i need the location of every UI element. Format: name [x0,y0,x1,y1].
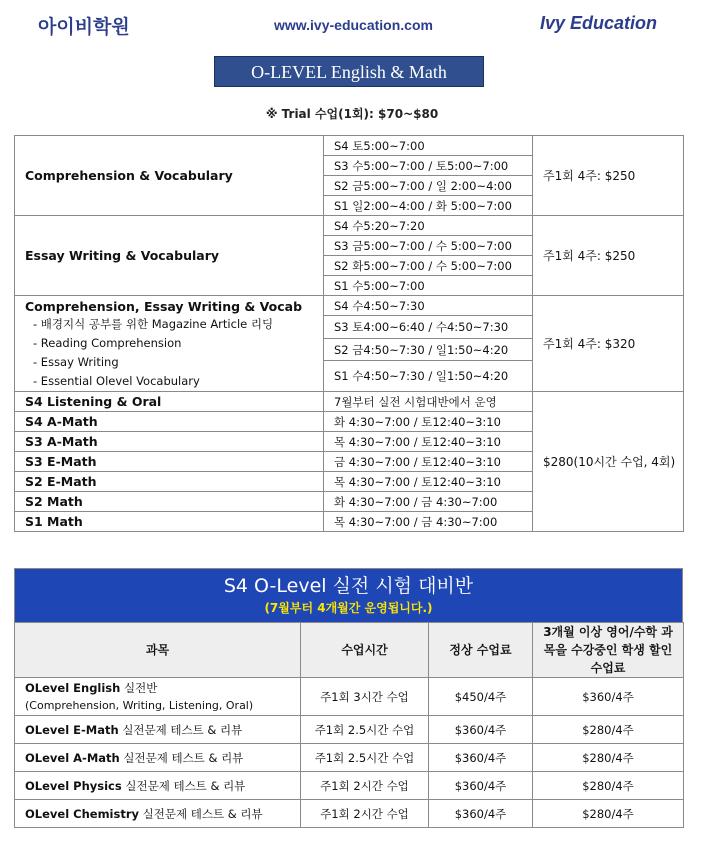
time-cell: 주1회 2시간 수업 [301,800,429,828]
time-cell: 목 4:30~7:00 / 토12:40~3:10 [324,432,533,452]
time-cell: 화 4:30~7:00 / 금 4:30~7:00 [324,492,533,512]
time-cell: 화 4:30~7:00 / 토12:40~3:10 [324,412,533,432]
table-row [15,744,684,772]
subject-cell [15,678,301,716]
list-item: - 배경지식 공부를 위한 Magazine Article 리딩 [33,317,274,331]
subject-cell: S4 A-Math [15,412,324,432]
time-cell: 주1회 2.5시간 수업 [301,744,429,772]
list-item: - Essay Writing [33,355,119,369]
subject-suffix: 실전반 [120,680,158,695]
column-header: 수업시간 [301,623,429,678]
exam-prep-table [14,622,684,828]
subject-cell [15,800,301,828]
time-cell: 주1회 2.5시간 수업 [301,716,429,744]
time-cell: S4 수4:50~7:30 [324,296,533,316]
schedule-table [14,135,684,532]
price-cell: 주1회 4주: $250 [533,136,684,216]
price-cell: 주1회 4주: $250 [533,216,684,296]
table-row [15,296,684,316]
subject-name: OLevel English [25,680,121,695]
price-cell: $280(10시간 수업, 4회) [533,392,684,532]
time-cell: S3 토4:00~6:40 / 수4:50~7:30 [324,316,533,338]
subject-suffix: 실전문제 테스트 & 리뷰 [139,806,263,821]
table-row [15,216,684,236]
brand-english-logo: Ivy Education [540,13,658,33]
subject-cell: S3 A-Math [15,432,324,452]
subject-cell: S4 Listening & Oral [15,392,324,412]
time-cell: 주1회 2시간 수업 [301,772,429,800]
time-cell: S1 수4:50~7:30 / 일1:50~4:20 [324,361,533,392]
exam-prep-section [14,568,683,828]
subject-cell [15,716,301,744]
exam-prep-header [14,568,683,622]
time-cell: 목 4:30~7:00 / 금 4:30~7:00 [324,512,533,532]
discount-fee-cell: $280/4주 [533,744,684,772]
subject-detail: (Comprehension, Writing, Listening, Oral) [25,698,254,712]
time-cell: S3 금5:00~7:00 / 수 5:00~7:00 [324,236,533,256]
discount-fee-cell: $280/4주 [533,772,684,800]
time-cell: S2 금5:00~7:00 / 일 2:00~4:00 [324,176,533,196]
subject-suffix: 실전문제 테스트 & 리뷰 [121,778,246,793]
time-cell: S2 화5:00~7:00 / 수 5:00~7:00 [324,256,533,276]
website-url[interactable]: www.ivy-education.com [274,17,433,33]
time-cell: S4 토5:00~7:00 [324,136,533,156]
column-header: 3개월 이상 영어/수학 과목을 수강중인 학생 할인 수업료 [533,623,684,678]
subject-cell: Comprehension & Vocabulary [15,136,324,216]
subject-cell: S2 Math [15,492,324,512]
combo-subject-title: Comprehension, Essay Writing & Vocab [25,299,303,314]
table-row [15,136,684,156]
table-row [15,392,684,412]
table-header-row [15,623,684,678]
time-cell: 금 4:30~7:00 / 토12:40~3:10 [324,452,533,472]
subject-cell [15,296,324,392]
subject-cell: S3 E-Math [15,452,324,472]
table-row [15,678,684,716]
page-title: O-LEVEL English & Math [214,56,484,87]
time-cell: S2 금4:50~7:30 / 일1:50~4:20 [324,338,533,360]
regular-fee-cell: $360/4주 [429,744,533,772]
time-cell: S1 일2:00~4:00 / 화 5:00~7:00 [324,196,533,216]
price-cell: 주1회 4주: $320 [533,296,684,392]
table-row [15,772,684,800]
exam-prep-title: S4 O-Level 실전 시험 대비반 [223,575,474,597]
regular-fee-cell: $360/4주 [429,716,533,744]
combo-item-list [25,315,323,391]
subject-suffix: 실전문제 테스트 & 리뷰 [119,750,244,765]
list-item: - Reading Comprehension [33,336,182,350]
subject-cell: S2 E-Math [15,472,324,492]
time-cell: 주1회 3시간 수업 [301,678,429,716]
column-header: 정상 수업료 [429,623,533,678]
trial-price-note: ※ Trial 수업(1회): $70~$80 [265,107,439,121]
time-cell: S1 수5:00~7:00 [324,276,533,296]
subject-name: OLevel E-Math [25,722,119,737]
discount-fee-cell: $280/4주 [533,800,684,828]
time-cell: S3 수5:00~7:00 / 토5:00~7:00 [324,156,533,176]
table-row [15,800,684,828]
subject-cell [15,744,301,772]
discount-fee-cell: $360/4주 [533,678,684,716]
list-item: - Essential Olevel Vocabulary [33,374,200,388]
subject-suffix: 실전문제 테스트 & 리뷰 [118,722,243,737]
subject-cell [15,772,301,800]
regular-fee-cell: $450/4주 [429,678,533,716]
subject-name: OLevel Physics [25,778,122,793]
subject-name: OLevel A-Math [25,750,120,765]
column-header: 과목 [15,623,301,678]
discount-fee-cell: $280/4주 [533,716,684,744]
regular-fee-cell: $360/4주 [429,772,533,800]
table-row [15,716,684,744]
time-cell: 목 4:30~7:00 / 토12:40~3:10 [324,472,533,492]
regular-fee-cell: $360/4주 [429,800,533,828]
time-cell: S4 수5:20~7:20 [324,216,533,236]
brand-korean-logo: 아이비학원 [38,16,130,38]
subject-cell: S1 Math [15,512,324,532]
time-cell: 7월부터 실전 시험대반에서 운영 [324,392,533,412]
exam-prep-subtitle: (7월부터 4개월간 운영됩니다.) [264,601,433,615]
subject-cell: Essay Writing & Vocabulary [15,216,324,296]
subject-name: OLevel Chemistry [25,806,140,821]
